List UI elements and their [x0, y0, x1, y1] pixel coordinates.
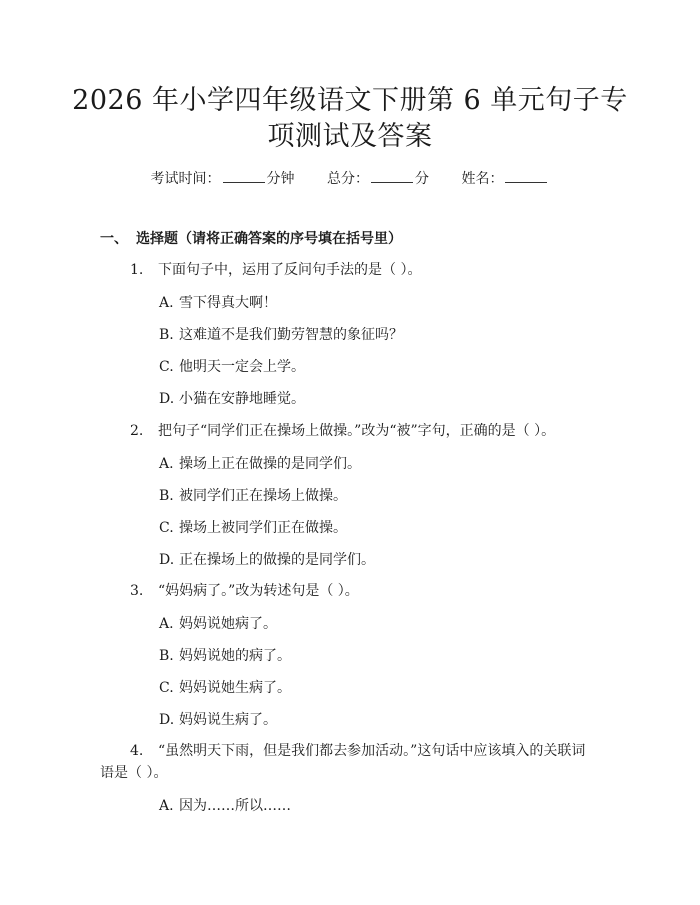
option-letter: B.: [159, 648, 174, 664]
option-text: 雪下得真大啊！: [179, 295, 277, 311]
total-score-unit: 分: [415, 171, 429, 187]
section-title: 选择题（请将正确答案的序号填在括号里）: [136, 231, 402, 247]
section-heading: [100, 229, 402, 249]
question-number: 1.: [130, 262, 144, 278]
question-text: “妈妈病了。”改为转述句是（ ）。: [158, 583, 359, 599]
question-2-option-c: [159, 518, 347, 538]
question-2: [130, 420, 610, 442]
exam-time-label: 考试时间：: [150, 171, 221, 187]
question-4-text-line-2: 语是（ ）。: [100, 765, 168, 781]
option-letter: C.: [159, 680, 174, 696]
option-letter: A.: [159, 295, 174, 311]
option-text: 这难道不是我们勤劳智慧的象征吗？: [179, 327, 403, 343]
question-2-option-d: [159, 550, 375, 570]
question-2-option-a: [159, 454, 361, 474]
page-title-line-1: 2026 年小学四年级语文下册第 6 单元句子专: [72, 85, 628, 116]
total-score-blank: [371, 168, 413, 183]
exam-time-unit: 分钟: [266, 171, 295, 187]
question-1-option-a: [159, 293, 277, 313]
exam-time-field: [151, 168, 295, 189]
question-3-option-a: [159, 614, 277, 634]
question-4: [130, 740, 610, 762]
total-score-label: 总分：: [327, 171, 369, 187]
option-letter: C.: [159, 520, 174, 536]
question-number: 3.: [130, 583, 144, 599]
question-3: [130, 580, 610, 602]
question-1-option-b: [159, 325, 403, 345]
question-1-option-d: [159, 389, 305, 409]
question-text-line-1: “虽然明天下雨，但是我们都去参加活动。”这句话中应该填入的关联词: [158, 743, 586, 759]
section-number: 一、: [100, 231, 128, 247]
option-letter: D.: [159, 391, 175, 407]
question-1: [130, 259, 610, 281]
option-text: 正在操场上的做操的是同学们。: [179, 552, 375, 568]
option-text: 妈妈说她的病了。: [179, 648, 291, 664]
option-letter: D.: [159, 712, 175, 728]
option-text: 妈妈说她生病了。: [179, 680, 291, 696]
option-letter: A.: [159, 798, 174, 814]
option-text: 被同学们正在操场上做操。: [179, 488, 347, 504]
student-name-blank: [505, 168, 547, 183]
question-2-option-b: [159, 486, 347, 506]
option-letter: D.: [159, 552, 175, 568]
exam-time-blank: [223, 168, 265, 183]
total-score-field: [327, 168, 429, 189]
question-3-option-c: [159, 678, 291, 698]
option-letter: B.: [159, 327, 174, 343]
question-3-option-b: [159, 646, 291, 666]
option-text: 他明天一定会上学。: [179, 359, 305, 375]
option-letter: C.: [159, 359, 174, 375]
question-1-option-c: [159, 357, 305, 377]
question-text: 把句子“同学们正在操场上做操。”改为“被”字句，正确的是（ ）。: [158, 423, 556, 439]
question-number: 2.: [130, 423, 144, 439]
question-3-option-d: [159, 710, 277, 730]
option-text: 妈妈说她病了。: [179, 616, 277, 632]
student-name-label: 姓名：: [461, 171, 504, 187]
exam-info-row: [0, 168, 700, 189]
question-4-option-a: [159, 796, 291, 816]
option-letter: A.: [159, 616, 174, 632]
page-title-line-2: 项测试及答案: [267, 121, 433, 152]
question-number: 4.: [130, 743, 144, 759]
student-name-field: [461, 168, 549, 189]
option-text: 小猫在安静地睡觉。: [179, 391, 305, 407]
option-letter: B.: [159, 488, 174, 504]
option-text: 妈妈说生病了。: [179, 712, 277, 728]
option-letter: A.: [159, 456, 174, 472]
question-text: 下面句子中，运用了反问句手法的是（ ）。: [158, 262, 422, 278]
option-text: 操场上被同学们正在做操。: [179, 520, 347, 536]
option-text: 操场上正在做操的是同学们。: [179, 456, 361, 472]
option-text: 因为……所以……: [179, 798, 291, 814]
